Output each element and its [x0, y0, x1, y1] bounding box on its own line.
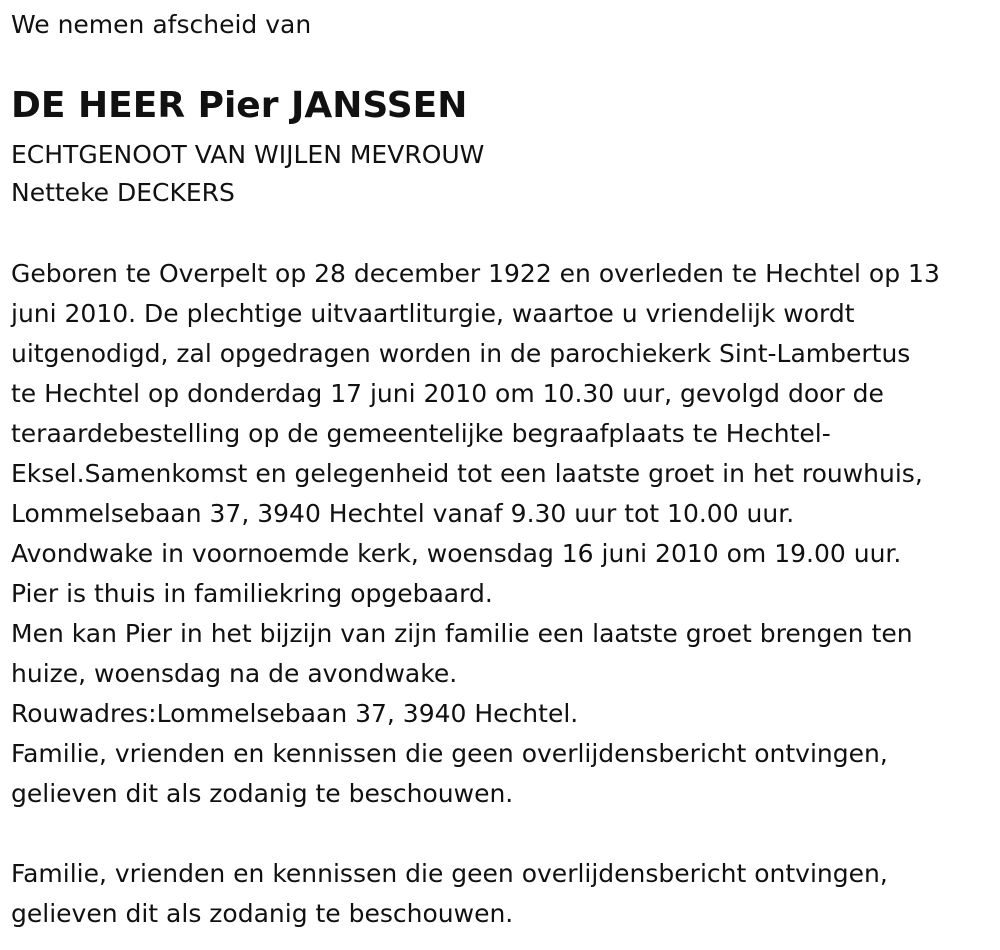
- deceased-name: DE HEER Pier JANSSEN: [11, 85, 468, 126]
- body-line: Men kan Pier in het bijzijn van zijn familie een laatste groet brengen ten: [11, 619, 913, 648]
- closing-line: Familie, vrienden en kennissen die geen overlijdensbericht ontvingen,: [11, 859, 888, 888]
- body-line: Pier is thuis in familiekring opgebaard.: [11, 579, 493, 608]
- spouse-info: [11, 136, 484, 212]
- body-line: uitgenodigd, zal opgedragen worden in de parochiekerk Sint-Lambertus: [11, 339, 911, 368]
- body-line: Familie, vrienden en kennissen die geen overlijdensbericht ontvingen,: [11, 739, 888, 768]
- notice-body: [11, 254, 940, 934]
- body-line: te Hechtel op donderdag 17 juni 2010 om 10.30 uur, gevolgd door de: [11, 379, 884, 408]
- body-line: Eksel.Samenkomst en gelegenheid tot een laatste groet in het rouwhuis,: [11, 459, 923, 488]
- paragraph-gap: [11, 814, 940, 854]
- body-line: huize, woensdag na de avondwake.: [11, 659, 458, 688]
- intro-text: We nemen afscheid van: [11, 10, 312, 39]
- body-line: gelieven dit als zodanig te beschouwen.: [11, 779, 514, 808]
- body-line: Rouwadres:Lommelsebaan 37, 3940 Hechtel.: [11, 699, 579, 728]
- spouse-line: ECHTGENOOT VAN WIJLEN MEVROUW: [11, 140, 485, 169]
- body-line: Lommelsebaan 37, 3940 Hechtel vanaf 9.30 uur tot 10.00 uur.: [11, 499, 795, 528]
- body-line: juni 2010. De plechtige uitvaartliturgie, waartoe u vriendelijk wordt: [11, 299, 855, 328]
- body-line: Avondwake in voornoemde kerk, woensdag 16 juni 2010 om 19.00 uur.: [11, 539, 902, 568]
- body-line: Geboren te Overpelt op 28 december 1922 en overleden te Hechtel op 13: [11, 259, 940, 288]
- closing-line: gelieven dit als zodanig te beschouwen.: [11, 899, 514, 928]
- body-line: teraardebestelling op de gemeentelijke begraafplaats te Hechtel-: [11, 419, 831, 448]
- spouse-line: Netteke DECKERS: [11, 178, 235, 207]
